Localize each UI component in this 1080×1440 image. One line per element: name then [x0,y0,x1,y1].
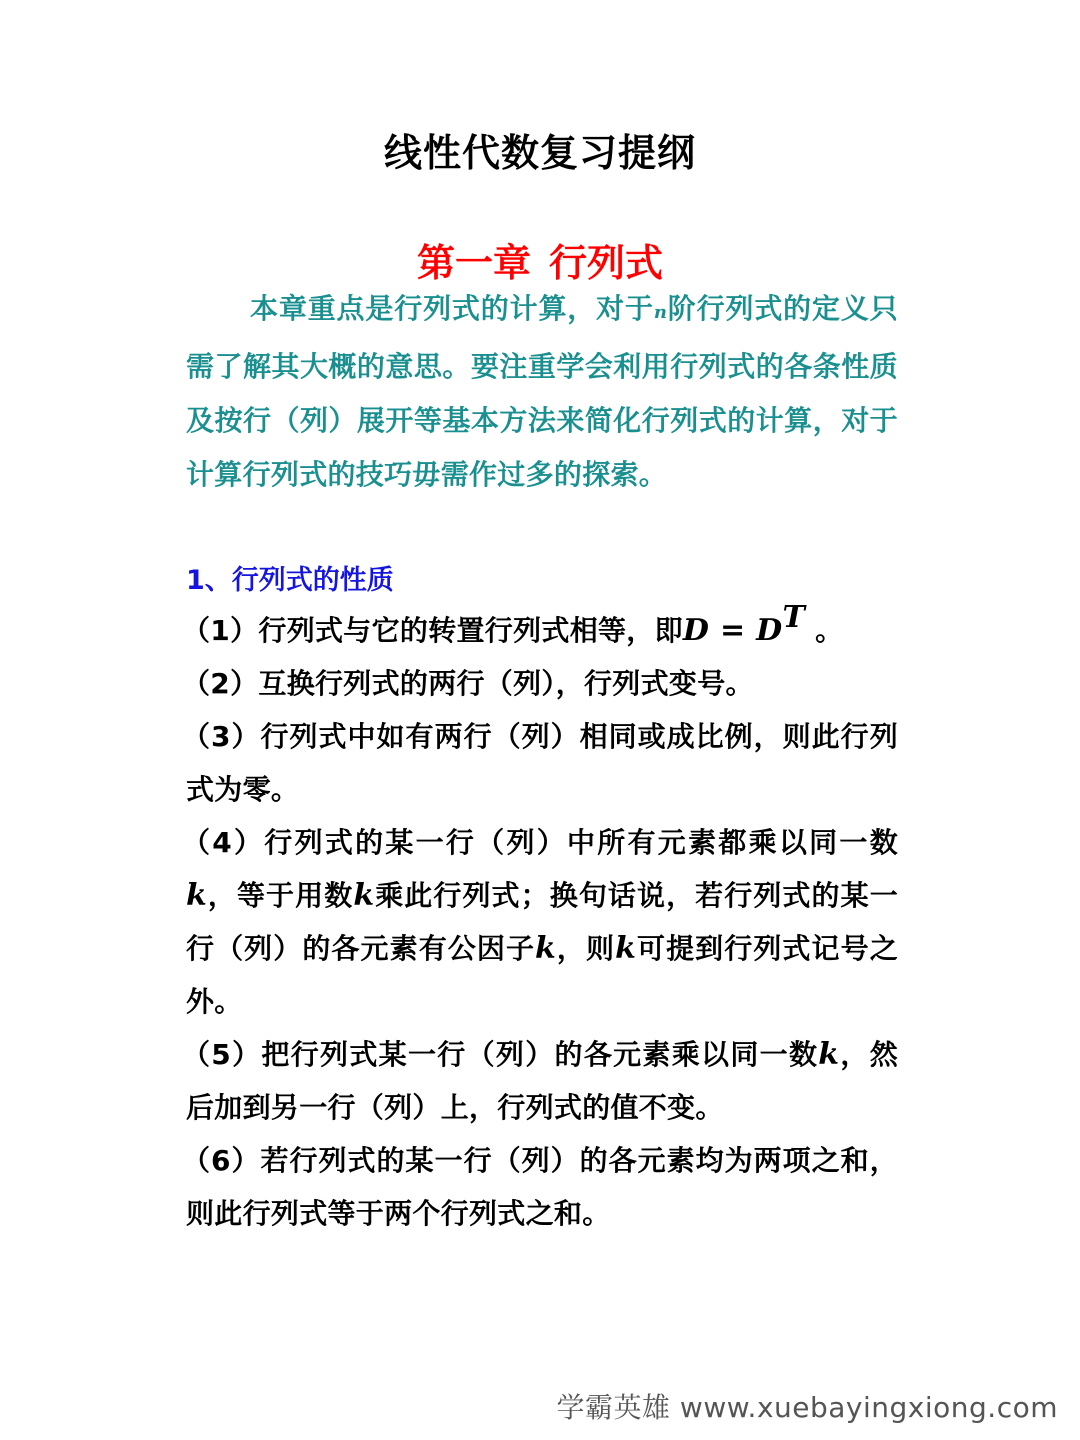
property-text: 可提到行列式记号之外。 [186,932,898,1018]
property-number: （3） [182,720,261,753]
property-text: 乘此行列式；换句话说，若行列式的某一行（列）的各元素有公因子 [186,879,898,965]
math-symbol: k [353,878,375,913]
site-watermark: 学霸英雄 www.xuebayingxiong.com [556,1391,1058,1424]
property-item [182,710,898,816]
property-text: 把行列式某一行（列）的各元素乘以同一数 [261,1038,819,1071]
property-text: 互换行列式的两行（列），行列式变号。 [258,667,754,700]
properties-list [182,600,899,1240]
math-superscript: T [782,600,806,635]
property-item [182,1028,899,1134]
property-text: 。 [805,614,844,647]
property-text: ，等于用数 [207,879,354,912]
intro-variable-n: n [653,302,668,323]
property-item [182,600,898,657]
property-text: ，则 [556,932,616,965]
math-symbol: k [186,878,208,913]
property-number: （4） [182,826,265,859]
property-number: （6） [182,1144,261,1177]
math-symbol: k [535,931,557,966]
intro-text-part1: 本章重点是行列式的计算，对于 [250,292,654,325]
property-number: （1） [182,614,259,647]
document-title: 线性代数复习提纲 [383,131,696,175]
section-heading: 1、行列式的性质 [186,565,394,596]
property-number: （5） [182,1038,262,1071]
chapter-title [0,232,1080,287]
math-symbol: k [615,931,637,966]
property-number: （2） [182,667,259,700]
property-item [182,816,898,1028]
math-operator: = [709,613,757,648]
chapter-name: 行列式 [549,241,664,285]
property-item [182,657,898,710]
property-text: ，然后加到另一行（列）上，行列式的值不变。 [186,1038,899,1124]
intro-text-part2: 阶行列式的定义只需了解其大概的意思。要注重学会利用行列式的各条性质及按行（列）展开等基本方法来简化行列式的计算，对于计算行列式的技巧毋需作过多的探索。 [186,292,898,491]
math-symbol: D [682,613,710,648]
property-item [182,1134,898,1240]
property-text: 行列式的某一行（列）中所有元素都乘以同一数 [264,826,898,859]
math-symbol: k [818,1037,840,1072]
chapter-intro [186,282,898,502]
property-text: 若行列式的某一行（列）的各元素均为两项之和，则此行列式等于两个行列式之和。 [186,1144,898,1230]
math-symbol: D [756,613,783,648]
chapter-number: 第一章 [416,241,531,285]
property-text: 行列式与它的转置行列式相等，即 [258,614,683,647]
property-text: 行列式中如有两行（列）相同或成比例，则此行列式为零。 [186,720,898,806]
